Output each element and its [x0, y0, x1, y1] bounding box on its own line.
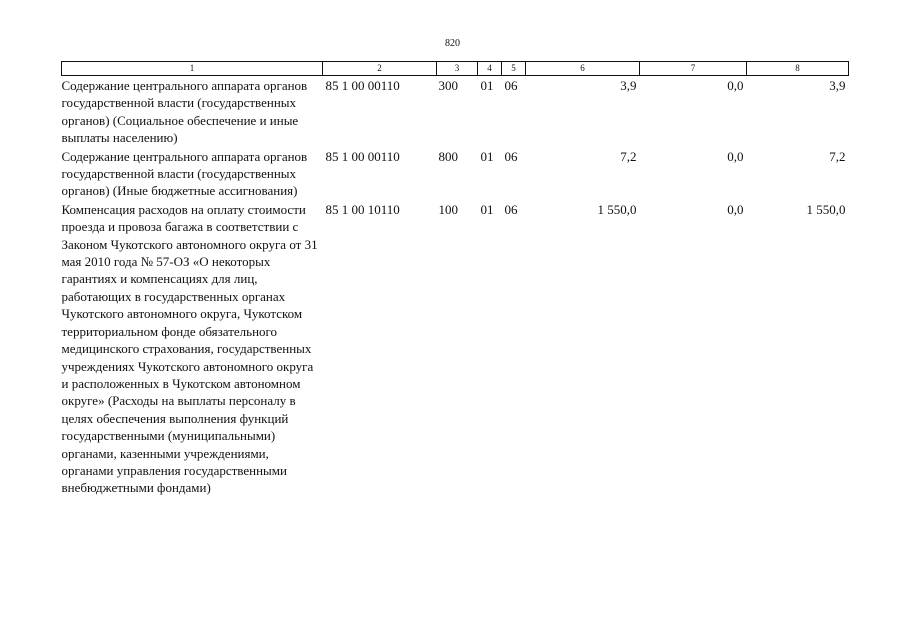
amount-col8: 7,2 — [829, 148, 846, 164]
section-code: 01 — [480, 78, 494, 93]
expense-type-code: 100 — [438, 201, 458, 217]
amount-col6: 3,9 — [620, 78, 637, 93]
amount-col7: 0,0 — [727, 148, 744, 164]
expense-name: Компенсация расходов на оплату стоимости проезда и провоза багажа в соответствии с Законом Чукотского автономного округа от 31 мая 2010 года № 57-ОЗ «О некоторых гарантиях и компенсациях для лиц, работающих в государственных органах Чукотского автономного округа, Чукотском территориальном фонде обязательного медицинского страхования, государственных учреждениях Чукотского автономного округа и расположенных в Чукотском автономном округе» (Расходы на выплаты персоналу в целях обеспечения выполнения функций государственными (муниципальными) органами, казенными учреждениями, органами управления государственными внебюджетными фондами) — [61, 201, 318, 496]
page-number: 820 — [445, 38, 460, 49]
amount-col7: 0,0 — [727, 78, 744, 93]
expense-type-code: 300 — [438, 78, 458, 93]
target-code: 85 1 00 00110 — [325, 78, 400, 93]
expense-name: Содержание центрального аппарата органов государственной власти (государственных органов) (Иные бюджетные ассигнования) — [61, 148, 308, 199]
subsection-code: 06 — [504, 148, 518, 164]
subsection-code: 06 — [504, 78, 518, 93]
column-header-8: 8 — [747, 62, 849, 76]
amount-col6: 7,2 — [620, 148, 637, 164]
budget-table — [61, 61, 849, 497]
column-header-7: 7 — [640, 62, 747, 76]
table-row — [62, 147, 849, 200]
column-header-6: 6 — [526, 62, 640, 76]
column-number-header-row — [62, 62, 849, 76]
section-code: 01 — [480, 201, 494, 217]
expense-type-code: 800 — [438, 148, 458, 164]
column-header-2: 2 — [323, 62, 437, 76]
amount-col6: 1 550,0 — [597, 201, 637, 217]
target-code: 85 1 00 00110 — [325, 148, 400, 164]
table-row — [62, 76, 849, 147]
subsection-code: 06 — [504, 201, 518, 217]
amount-col7: 0,0 — [727, 201, 744, 217]
column-header-5: 5 — [502, 62, 526, 76]
column-header-1: 1 — [62, 62, 323, 76]
target-code: 85 1 00 10110 — [325, 201, 400, 217]
table-row — [62, 200, 849, 497]
amount-col8: 3,9 — [829, 78, 846, 93]
column-header-4: 4 — [478, 62, 502, 76]
amount-col8: 1 550,0 — [806, 201, 846, 217]
expense-name: Содержание центрального аппарата органов государственной власти (государственных органов) (Социальное обеспечение и иные выплаты населению) — [61, 78, 308, 146]
section-code: 01 — [480, 148, 494, 164]
column-header-3: 3 — [437, 62, 478, 76]
